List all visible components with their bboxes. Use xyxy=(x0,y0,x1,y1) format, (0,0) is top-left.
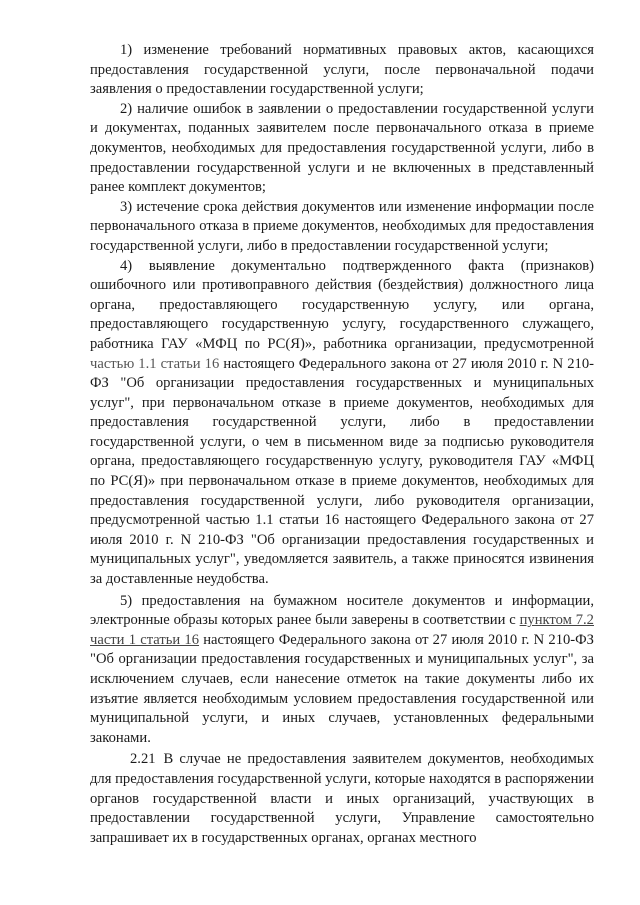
section-text: В случае не предоставления заявителем документов, необходимых для предоставления государственной услуги, которые находятся в распоряжении органов государственной власти и иных организаций, участвующих в предоставлении государственной услуги, Управление самостоятельно запрашивает их в государственных органах, органах местного xyxy=(90,751,594,846)
section-2-21 xyxy=(90,750,594,848)
paragraph-item-1: 1) изменение требований нормативных правовых актов, касающихся предоставления государственной услуги, после первоначальной подачи заявления о предоставлении государственной услуги; xyxy=(90,42,594,98)
section-number: 2.21 xyxy=(130,751,156,768)
paragraph-item-4 xyxy=(90,257,594,590)
paragraph-item-2: 2) наличие ошибок в заявлении о предоставлении государственной услуги и документах, поданных заявителем после первоначального отказа в приеме документов, необходимых для предоставления государственной услуги, либо в предоставлении государственной услуги и не включенных в представленный ранее комплект документов; xyxy=(90,100,594,196)
paragraph-item-5 xyxy=(90,592,594,749)
law-reference-link[interactable]: пунктом 7.2 части 1 статьи 16 xyxy=(90,612,594,648)
paragraph-item-3: 3) истечение срока действия документов или изменение информации после первоначального отказа в приеме документов, необходимых для предоставления государственной услуги, либо в предоставлении государственной услуги; xyxy=(90,198,594,254)
paragraph-item-4-text-c: настоящего Федерального закона от 27 июля 2010 г. N 210-ФЗ "Об организации предоставления государственных и муниципальных услуг", при первоначальном отказе в приеме документов, необходимых для предоставления государственной услуги, либо в предоставлении государственной услуги, о чем в письменном виде за подписью руководителя органа, предоставляющего государственную услугу, руководителя ГАУ «МФЦ по РС(Я)» при первоначальном отказе в приеме документов, необходимых для предоставления государственной услуги, либо руководителя организации, предусмотренной частью 1.1 статьи 16 настоящего Федерального закона от 27 июля 2010 г. N 210-ФЗ "Об организации предоставления государственных и муниципальных услуг", уведомляется заявитель, а также приносятся извинения за доставленные неудобства. xyxy=(90,355,594,588)
paragraph-item-5-text-c: настоящего Федерального закона от 27 июля 2010 г. N 210-ФЗ "Об организации предоставления государственных и муниципальных услуг", за исключением случаев, если нанесение отметок на такие документы либо их изъятие является необходимым условием предоставления государственной или муниципальной услуги, и иных случаев, установленных федеральными законами. xyxy=(90,631,594,746)
document-page xyxy=(90,41,594,848)
law-reference-link[interactable]: частью 1.1 статьи 16 xyxy=(90,355,220,372)
paragraph-item-5-text-a: 5) предоставления на бумажном носителе документов и информации, электронные образы которых ранее были заверены в соответствии с xyxy=(90,592,594,629)
paragraph-item-4-text-a: 4) выявление документально подтвержденного факта (признаков) ошибочного или противоправного действия (бездействия) должностного лица органа, предоставляющего государственную услугу, или органа, предоставляющего государственную услугу, государственного служащего, работника ГАУ «МФЦ по РС(Я)», работника организации, предусмотренной xyxy=(90,257,594,352)
